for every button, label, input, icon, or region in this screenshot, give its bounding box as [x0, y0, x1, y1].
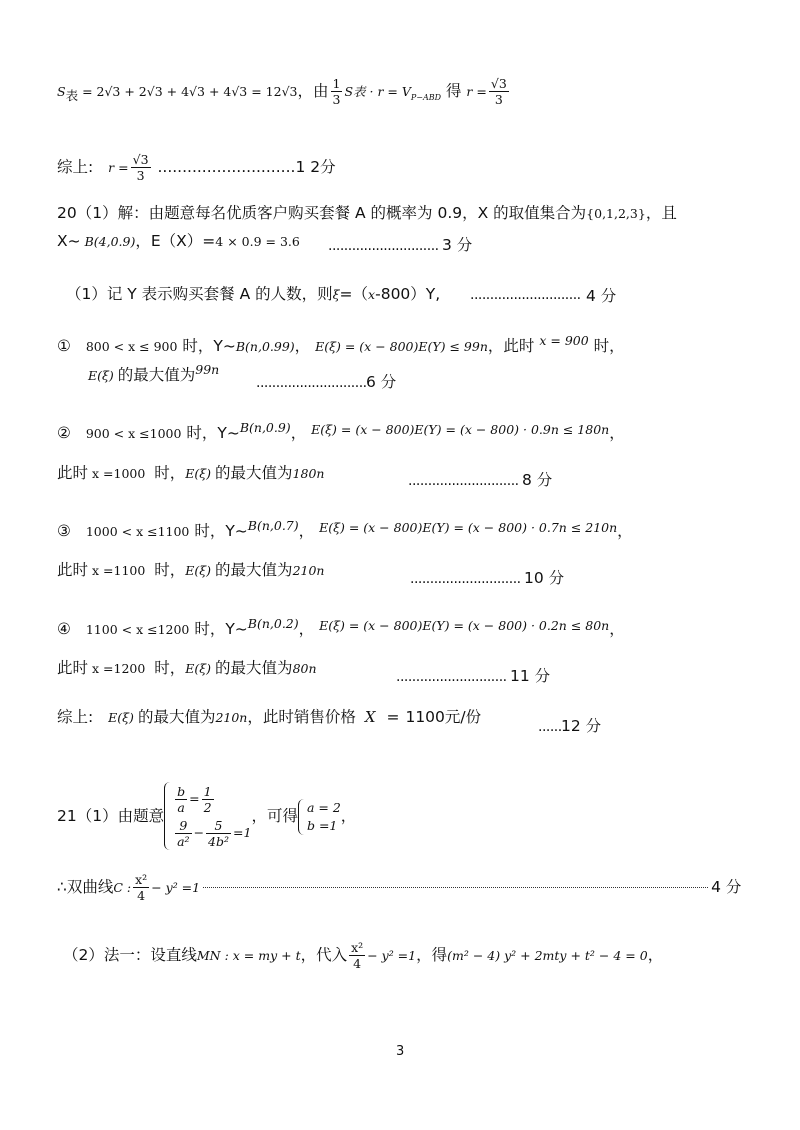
- dotted-leader: [203, 887, 708, 888]
- case-when-text-2: 时，: [154, 659, 186, 677]
- case-1-line-1: [57, 330, 625, 358]
- minus-sign: −: [193, 825, 205, 840]
- score-10: 10 分: [524, 569, 565, 587]
- q21-intro-text: 21（1）由题意: [57, 807, 165, 825]
- case-number: ①: [57, 337, 71, 355]
- line-mn-equation: MN : x = my + t: [196, 948, 301, 963]
- case-when-text: 时，Y~: [194, 522, 248, 540]
- therefore-hyperbola-text: ∴双曲线: [57, 878, 114, 896]
- score-4: 4 分: [586, 287, 617, 305]
- volume-subscript: P−ABD: [410, 93, 442, 103]
- s-symbol: S: [57, 84, 66, 99]
- fraction-one-half: $\frac{1}{2}$: [203, 784, 212, 815]
- s-subscript: 表: [65, 88, 79, 104]
- case-when-text: 时，Y~: [186, 424, 240, 442]
- score-8: 8 分: [522, 471, 553, 489]
- equals-sign: =: [386, 708, 400, 726]
- fraction-9-a2: $\frac{9}{\text{a²}}$: [177, 818, 190, 849]
- fraction-x2-4: $\frac{\text{x²}}{4}$: [351, 940, 364, 971]
- case-4-line-2: [57, 657, 317, 680]
- case-range: 900 < x ≤1000: [85, 426, 182, 441]
- page-number: 3: [396, 1044, 405, 1059]
- max-value: 99n: [195, 362, 220, 377]
- max-value: 180n: [292, 466, 325, 481]
- q20-intro-text: 20（1）解：由题意每名优质客户购买套餐 A 的概率为 0.9，X 的取值集合为: [57, 204, 587, 222]
- x-symbol: X: [364, 708, 376, 726]
- y-definition-text: （1）记 Y 表示购买套餐 A 的人数，则: [66, 285, 333, 303]
- score-3: 3 分: [442, 236, 473, 254]
- q20-line-3: [66, 283, 440, 306]
- expectation-symbol: E(ξ): [88, 368, 114, 383]
- q20-line-1: [57, 202, 677, 225]
- surface-area-expr: = 2√3 + 2√3 + 4√3 + 4√3 = 12√3: [78, 84, 298, 99]
- score-dots: ............................: [396, 669, 507, 685]
- max-value-text: 的最大值为: [215, 561, 293, 579]
- case-1-line-2: [88, 359, 219, 387]
- value-set: {0,1,2,3}: [586, 206, 646, 221]
- score-dots: ............................: [256, 375, 367, 391]
- score-11: 11 分: [510, 667, 551, 685]
- then-text: 此时: [57, 464, 89, 482]
- method-one-text: （2）法一：设直线: [63, 946, 197, 964]
- hyperbola-rest: − y² =1: [151, 880, 201, 895]
- case-then-text: ，此时: [487, 337, 535, 355]
- score-dots: ............................: [470, 287, 581, 303]
- q21-part-2: [63, 940, 663, 971]
- max-value-text: 的最大值为: [215, 659, 293, 677]
- case-distribution: B(n,0.99): [235, 339, 295, 354]
- summary-r: [57, 152, 336, 183]
- case-when-text-2: 时，: [154, 561, 186, 579]
- get-text: ，得: [416, 946, 448, 964]
- case-3-line-1: [57, 515, 633, 543]
- then-text: 此时: [57, 561, 89, 579]
- text-by: ，由: [297, 82, 329, 100]
- case-number: ③: [57, 522, 71, 540]
- score-12: 1 2分: [295, 158, 336, 176]
- text-get: 得: [441, 82, 467, 100]
- system-row-2: [173, 816, 251, 850]
- score-dots: ......: [538, 719, 562, 735]
- case-expectation: E(ξ) = (x − 800)E(Y) = (x − 800) · 0.7n ≤ 210n: [319, 520, 618, 535]
- summary-label: 综上:: [57, 708, 94, 726]
- xi-symbol: ξ: [332, 287, 340, 302]
- max-value: 210n: [292, 563, 325, 578]
- case-when-text: 时，Y~: [182, 337, 236, 355]
- score-4: 4 分: [711, 878, 742, 896]
- case-expectation: E(ξ) = (x − 800)E(Y) = (x − 800) · 0.2n ≤ 80n: [319, 618, 610, 633]
- max-value-text: 的最大值为: [117, 366, 196, 384]
- case-when-text-2: 时，: [154, 464, 186, 482]
- expectation-value: 4 × 0.9 = 3.6: [215, 234, 300, 249]
- score-dots: ............................: [328, 238, 439, 254]
- equation-system-2: [298, 799, 341, 835]
- case-3-line-2: [57, 559, 324, 582]
- separator: ，: [617, 522, 633, 540]
- solution-b: b =1: [306, 817, 338, 833]
- max-value: 80n: [292, 661, 317, 676]
- case-2-line-2: [57, 462, 324, 485]
- solution-a: a = 2: [306, 799, 341, 815]
- can-get-text: ，可得: [251, 807, 298, 825]
- max-value: 210n: [215, 710, 248, 725]
- case-2-line-1: [57, 417, 625, 445]
- case-number: ④: [57, 620, 71, 638]
- case-distribution: B(n,0.7): [247, 518, 299, 533]
- x-distribution-label: X~: [57, 232, 81, 250]
- case-number: ②: [57, 424, 71, 442]
- case-when-text: 时，Y~: [194, 620, 248, 638]
- xi-equals: =（: [339, 285, 369, 303]
- fraction-5-4b2: $\frac{5}{\text{4b²}}$: [208, 818, 230, 849]
- summary-max: [57, 706, 481, 729]
- equals-sign: =: [189, 791, 200, 806]
- case-distribution: B(n,0.9): [239, 420, 291, 435]
- score-dots: ............................: [157, 158, 296, 176]
- case-x-value: x = 900: [539, 333, 589, 348]
- separator: ，: [340, 807, 357, 825]
- separator: ，: [298, 620, 315, 638]
- fraction-x2-4: $\frac{\text{x²}}{4}$: [135, 872, 148, 903]
- separator: ，: [647, 946, 664, 964]
- case-expectation: E(ξ) = (x − 800)E(Y) = (x − 800) · 0.9n ≤ 180n: [311, 422, 610, 437]
- x-symbol: x: [368, 287, 376, 302]
- case-range: 1100 < x ≤1200: [85, 622, 190, 637]
- hyperbola-line: [57, 872, 741, 903]
- hyperbola-rest: − y² =1: [367, 948, 417, 963]
- separator: ，: [294, 337, 311, 355]
- case-range: 800 < x ≤ 900: [85, 339, 178, 354]
- then-text: 此时: [57, 659, 89, 677]
- case-when-text-2: 时，: [593, 337, 625, 355]
- case-x-value: x =1100: [92, 563, 146, 578]
- separator: ，: [298, 522, 315, 540]
- score-dots: ............................: [410, 571, 521, 587]
- case-x-value: x =1000: [92, 466, 146, 481]
- fraction-one-third: $\frac{1}{3}$: [332, 76, 341, 107]
- left-brace: [298, 799, 305, 835]
- score-12: 12 分: [561, 717, 602, 735]
- expectation-symbol: E(ξ): [185, 563, 212, 578]
- volume-relation: S表 · r = V: [344, 84, 411, 99]
- case-expectation: E(ξ) = (x − 800)E(Y) ≤ 99n: [315, 339, 488, 354]
- q20-line-2: [57, 230, 300, 253]
- score-6: 6 分: [366, 373, 397, 391]
- fraction-b-a: $\frac{b}{a}$: [177, 784, 186, 815]
- case-4-line-1: [57, 613, 625, 641]
- price-value: 1100元/份: [405, 708, 482, 726]
- r-equals: r =: [108, 160, 129, 175]
- summary-label: 综上:: [57, 158, 94, 176]
- substitute-text: ，代入: [300, 946, 348, 964]
- left-brace: [164, 782, 171, 850]
- equation-system-1: [164, 782, 251, 850]
- equals-one: =1: [233, 825, 252, 840]
- binomial-4-09: B(4,0.9): [84, 234, 136, 249]
- case-x-value: x =1200: [92, 661, 146, 676]
- case-range: 1000 < x ≤1100: [85, 524, 190, 539]
- expectation-symbol: E(ξ): [185, 661, 212, 676]
- separator: ，: [609, 424, 625, 442]
- q20-and-text: ，且: [645, 204, 677, 222]
- separator: ，: [609, 620, 625, 638]
- case-distribution: B(n,0.2): [247, 616, 299, 631]
- surface-area-line: [57, 76, 511, 109]
- expectation-symbol: E(ξ): [185, 466, 212, 481]
- fraction-r-value: $\frac{√3}{3}$: [490, 76, 507, 107]
- quadratic-equation: (m² − 4) y² + 2mty + t² − 4 = 0: [447, 948, 648, 963]
- q21-part-1: [57, 782, 356, 850]
- r-equals: r =: [466, 84, 487, 99]
- max-value-text: 的最大值为: [215, 464, 293, 482]
- separator: ，: [290, 424, 307, 442]
- score-dots: ............................: [408, 473, 519, 489]
- system-row-1: [173, 782, 251, 816]
- hyperbola-c: C :: [113, 880, 132, 895]
- max-value-text: 的最大值为: [137, 708, 216, 726]
- expectation-label: ，E（X）=: [135, 232, 216, 250]
- fraction-r-value: $\frac{√3}{3}$: [132, 152, 149, 183]
- xi-formula-tail: -800）Y,: [375, 285, 441, 303]
- expectation-symbol: E(ξ): [108, 710, 134, 725]
- price-text: ，此时销售价格: [247, 708, 356, 726]
